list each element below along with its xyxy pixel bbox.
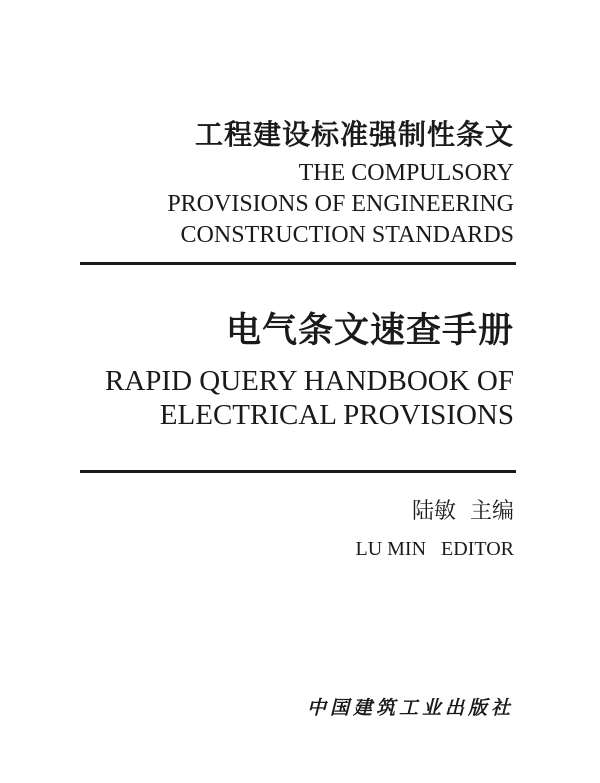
book-title-chinese: 电气条文速查手册 bbox=[225, 311, 514, 351]
book-title-english bbox=[105, 364, 514, 432]
divider-top bbox=[80, 262, 516, 265]
editor-chinese: 陆敏 主编 bbox=[412, 499, 514, 524]
series-title-english-line-1: THE COMPULSORY bbox=[298, 160, 514, 186]
book-title-english-line-1: RAPID QUERY HANDBOOK OF bbox=[105, 365, 514, 397]
editor-english: LU MIN EDITOR bbox=[355, 538, 514, 560]
divider-bottom bbox=[80, 470, 516, 473]
book-title-english-line-2: ELECTRICAL PROVISIONS bbox=[159, 399, 514, 431]
series-title-english bbox=[167, 158, 514, 251]
series-title-english-line-2: PROVISIONS OF ENGINEERING bbox=[167, 191, 514, 217]
series-title-chinese: 工程建设标准强制性条文 bbox=[194, 118, 514, 151]
publisher-name: 中国建筑工业出版社 bbox=[306, 697, 514, 719]
series-title-english-line-3: CONSTRUCTION STANDARDS bbox=[180, 222, 514, 248]
